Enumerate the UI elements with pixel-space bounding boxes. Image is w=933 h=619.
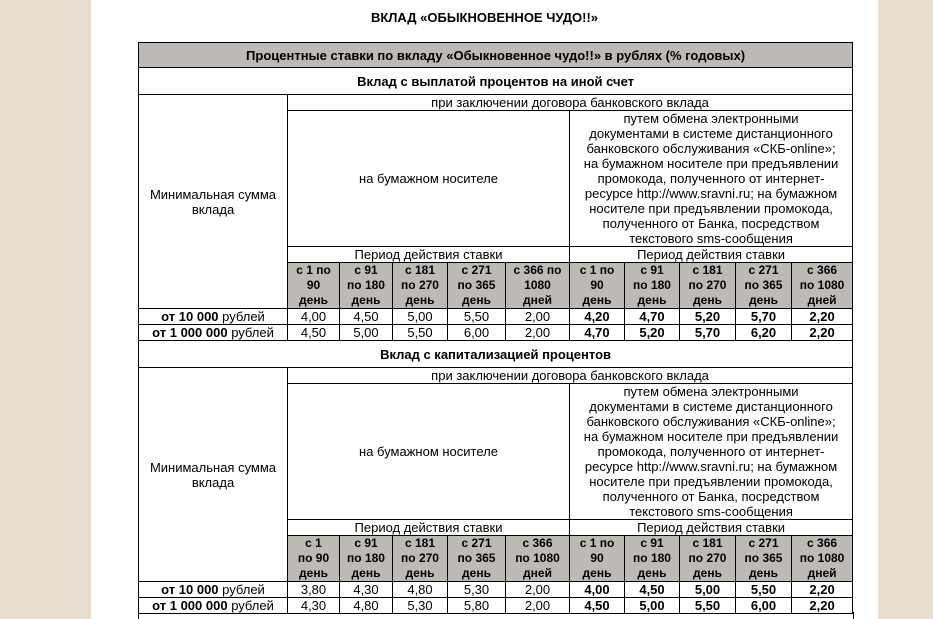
- rate-cell-paper: 4,30: [288, 598, 340, 614]
- rate-cell-online: 4,00: [570, 582, 625, 598]
- rate-cell-online: 4,50: [625, 582, 680, 598]
- table-caption: Процентные ставки по вкладу «Обыкновенное чудо!!» в рублях (% годовых): [139, 43, 853, 68]
- electronic-channel-line: полученного от Банка, посредством: [602, 489, 820, 504]
- electronic-channel-line: текстового sms-сообщения: [629, 504, 793, 519]
- section-row: [139, 341, 853, 368]
- electronic-channel-line: путем обмена электронными: [623, 111, 799, 126]
- rate-cell-online: 5,20: [625, 325, 680, 341]
- period-header-line: день: [582, 293, 612, 307]
- period-header-line: с 1: [305, 536, 322, 550]
- rate-cell-online: 5,00: [680, 582, 736, 598]
- electronic-channel-line: путем обмена электронными: [623, 384, 799, 399]
- period-header-line: день: [299, 566, 328, 580]
- period-header-line: день: [637, 293, 667, 307]
- deposit-title: ВКЛАД «ОБЫКНОВЕННОЕ ЧУДО!!»: [370, 10, 599, 25]
- period-header-line: по 270: [688, 278, 727, 292]
- period-header: [736, 536, 792, 582]
- period-header: [340, 536, 393, 582]
- rate-cell-paper: 4,50: [288, 325, 340, 341]
- rate-cell-paper: 5,30: [393, 598, 448, 614]
- rate-cell-online: 5,50: [680, 598, 736, 614]
- period-header: [393, 536, 448, 582]
- rate-cell-paper: 5,00: [340, 325, 393, 341]
- period-header-line: по 180: [347, 278, 385, 292]
- rate-cell-online: 2,20: [792, 325, 853, 341]
- period-header-line: по 365: [457, 278, 496, 292]
- paper-channel-label: на бумажном носителе: [288, 111, 570, 247]
- period-header-line: с 271: [461, 536, 492, 550]
- period-header-line: дней: [523, 566, 552, 580]
- rate-cell-paper: 2,00: [506, 598, 570, 614]
- amount-value: от 1 000 000: [152, 325, 228, 340]
- rate-cell-paper: 2,00: [506, 582, 570, 598]
- period-header: [288, 263, 340, 309]
- period-header-line: с 91: [640, 536, 664, 550]
- electronic-channel-line: промокода, полученного от интернет-: [597, 171, 825, 186]
- period-header-line: по 180: [633, 278, 671, 292]
- period-header-line: по 270: [401, 551, 439, 565]
- rate-cell-paper: 3,80: [288, 582, 340, 598]
- period-header-line: по 180: [633, 551, 671, 565]
- period-header-line: с 1 по: [579, 263, 615, 277]
- rates-table: [138, 42, 853, 614]
- amount-value: от 10 000: [161, 309, 219, 324]
- amount-value: от 1 000 000: [152, 598, 228, 613]
- period-header-line: с 366: [807, 263, 838, 277]
- period-header-line: по 90: [297, 551, 330, 565]
- rate-cell-online: 2,20: [792, 309, 853, 325]
- min-sum-label-line: вклада: [191, 474, 235, 490]
- period-header-line: 90: [590, 551, 604, 565]
- period-header-line: с 271: [748, 536, 779, 550]
- period-header: [625, 263, 680, 309]
- period-header-line: день: [693, 293, 722, 307]
- period-header-line: с 271: [748, 263, 779, 277]
- rate-cell-online: 6,20: [736, 325, 792, 341]
- rate-cell-paper: 6,00: [448, 325, 506, 341]
- period-header-line: с 366: [807, 536, 838, 550]
- period-header: [448, 536, 506, 582]
- electronic-channel-line: носителе при предъявлении промокода,: [589, 201, 833, 216]
- rate-cell-paper: 5,50: [393, 325, 448, 341]
- rate-cell-online: 5,70: [680, 325, 736, 341]
- period-header-line: день: [351, 293, 381, 307]
- period-header-line: с 91: [640, 263, 664, 277]
- period-header-line: дней: [807, 566, 837, 580]
- rate-cell-online: 4,70: [570, 325, 625, 341]
- period-header-line: день: [693, 566, 722, 580]
- rate-cell-paper: 2,00: [506, 325, 570, 341]
- electronic-channel-line: ресурсе http://www.sravni.ru; на бумажном: [584, 186, 838, 201]
- period-header-line: день: [582, 566, 612, 580]
- document-page: [91, 0, 878, 619]
- period-header: [736, 263, 792, 309]
- electronic-channel-line: промокода, полученного от интернет-: [597, 444, 825, 459]
- period-header-line: по 365: [744, 278, 783, 292]
- amount-unit: рублей: [227, 598, 274, 613]
- amount-label: [139, 325, 288, 341]
- section-title: Вклад с выплатой процентов на иной счет: [139, 68, 853, 95]
- electronic-channel-line: носителе при предъявлении промокода,: [589, 474, 833, 489]
- period-header-line: по 1080: [515, 551, 560, 565]
- electronic-channel-line: на бумажном носителе при предъявлении: [583, 429, 839, 444]
- rate-cell-paper: 5,80: [448, 598, 506, 614]
- period-header-line: дней: [523, 293, 552, 307]
- electronic-channel-line: банковского обслуживания «СКБ-online»;: [586, 141, 836, 156]
- period-header-line: день: [462, 293, 491, 307]
- period-label: Период действия ставки: [288, 520, 570, 536]
- period-header: [792, 536, 853, 582]
- rate-cell-online: 5,00: [625, 598, 680, 614]
- period-header-line: день: [462, 566, 491, 580]
- section-row: [139, 68, 853, 95]
- period-header-line: день: [637, 566, 667, 580]
- period-header: [393, 263, 448, 309]
- amount-unit: рублей: [218, 309, 265, 324]
- amount-value: от 10 000: [161, 582, 219, 597]
- amount-label: [139, 309, 288, 325]
- rate-cell-paper: 4,50: [340, 309, 393, 325]
- min-sum-label: [139, 368, 288, 582]
- rate-row: [139, 325, 853, 341]
- min-sum-label-line: Минимальная сумма: [149, 186, 277, 202]
- rate-cell-paper: 4,80: [393, 582, 448, 598]
- period-label: Период действия ставки: [570, 520, 853, 536]
- rate-cell-paper: 5,50: [448, 309, 506, 325]
- period-header: [570, 536, 625, 582]
- period-header-line: день: [405, 293, 435, 307]
- period-header-line: по 1080: [799, 278, 845, 292]
- min-sum-label: [139, 95, 288, 309]
- min-sum-label-line: вклада: [191, 201, 235, 217]
- period-header-line: с 181: [404, 263, 436, 277]
- caption-row: [139, 43, 853, 68]
- period-header: [792, 263, 853, 309]
- period-label: Период действия ставки: [570, 247, 853, 263]
- period-header-line: с 181: [692, 263, 723, 277]
- paper-channel-label: на бумажном носителе: [288, 384, 570, 520]
- rate-cell-paper: 4,00: [288, 309, 340, 325]
- period-header-line: с 181: [404, 536, 436, 550]
- period-header-line: по 1080: [799, 551, 845, 565]
- rate-row: [139, 309, 853, 325]
- electronic-channel-line: на бумажном носителе при предъявлении: [583, 156, 839, 171]
- rate-row: [139, 582, 853, 598]
- period-header: [340, 263, 393, 309]
- period-header-line: по 180: [347, 551, 385, 565]
- rate-cell-paper: 4,30: [340, 582, 393, 598]
- rate-cell-online: 2,20: [792, 598, 853, 614]
- amount-unit: рублей: [227, 325, 274, 340]
- electronic-channel-line: документами в системе дистанционного: [589, 399, 833, 414]
- period-header-line: с 91: [354, 263, 378, 277]
- rate-cell-paper: 2,00: [506, 309, 570, 325]
- rate-cell-paper: 5,30: [448, 582, 506, 598]
- period-header-line: день: [749, 566, 778, 580]
- rate-cell-online: 5,20: [680, 309, 736, 325]
- rate-cell-online: 4,70: [625, 309, 680, 325]
- electronic-channel-line: ресурсе http://www.sravni.ru; на бумажном: [584, 459, 838, 474]
- period-header-line: по 365: [457, 551, 496, 565]
- electronic-channel-line: текстового sms-сообщения: [629, 231, 793, 246]
- period-label: Период действия ставки: [288, 247, 570, 263]
- period-header-line: по 365: [744, 551, 783, 565]
- period-header-line: 90: [306, 278, 321, 292]
- period-header-line: с 1 по: [579, 536, 615, 550]
- period-header: [448, 263, 506, 309]
- period-header-line: день: [405, 566, 435, 580]
- electronic-channel-line: банковского обслуживания «СКБ-online»;: [586, 414, 836, 429]
- table-continuation: [138, 612, 854, 619]
- period-header: [680, 263, 736, 309]
- rate-cell-online: 2,20: [792, 582, 853, 598]
- period-header: [288, 536, 340, 582]
- conclusion-row: [139, 95, 853, 111]
- period-header: [625, 536, 680, 582]
- period-header-line: с 1 по: [296, 263, 331, 277]
- period-header-line: дней: [807, 293, 837, 307]
- conclusion-label: при заключении договора банковского вклада: [288, 368, 853, 384]
- amount-label: [139, 582, 288, 598]
- rate-cell-online: 6,00: [736, 598, 792, 614]
- period-header-line: 1080: [524, 278, 551, 292]
- period-header-line: с 181: [692, 536, 723, 550]
- electronic-channel-line: документами в системе дистанционного: [589, 126, 833, 141]
- rate-cell-paper: 4,80: [340, 598, 393, 614]
- period-header-line: с 366: [522, 536, 553, 550]
- rate-cell-online: 5,50: [736, 582, 792, 598]
- period-header: [680, 536, 736, 582]
- rate-cell-online: 4,20: [570, 309, 625, 325]
- period-header: [506, 536, 570, 582]
- rate-cell-paper: 5,00: [393, 309, 448, 325]
- period-header: [570, 263, 625, 309]
- period-header-line: с 91: [354, 536, 378, 550]
- rate-cell-online: 4,50: [570, 598, 625, 614]
- period-header-line: день: [299, 293, 328, 307]
- period-header-line: с 271: [461, 263, 492, 277]
- electronic-channel-label: [570, 384, 853, 520]
- period-header: [506, 263, 570, 309]
- period-header-line: день: [351, 566, 381, 580]
- period-header-line: по 270: [401, 278, 439, 292]
- amount-unit: рублей: [218, 582, 265, 597]
- electronic-channel-line: полученного от Банка, посредством: [602, 216, 820, 231]
- min-sum-label-line: Минимальная сумма: [149, 459, 277, 475]
- rate-cell-online: 5,70: [736, 309, 792, 325]
- section-title: Вклад с капитализацией процентов: [139, 341, 853, 368]
- conclusion-label: при заключении договора банковского вклада: [288, 95, 853, 111]
- period-header-line: 90: [590, 278, 604, 292]
- conclusion-row: [139, 368, 853, 384]
- period-header-line: с 366 по: [513, 263, 562, 277]
- electronic-channel-label: [570, 111, 853, 247]
- period-header-line: по 270: [688, 551, 727, 565]
- period-header-line: день: [749, 293, 778, 307]
